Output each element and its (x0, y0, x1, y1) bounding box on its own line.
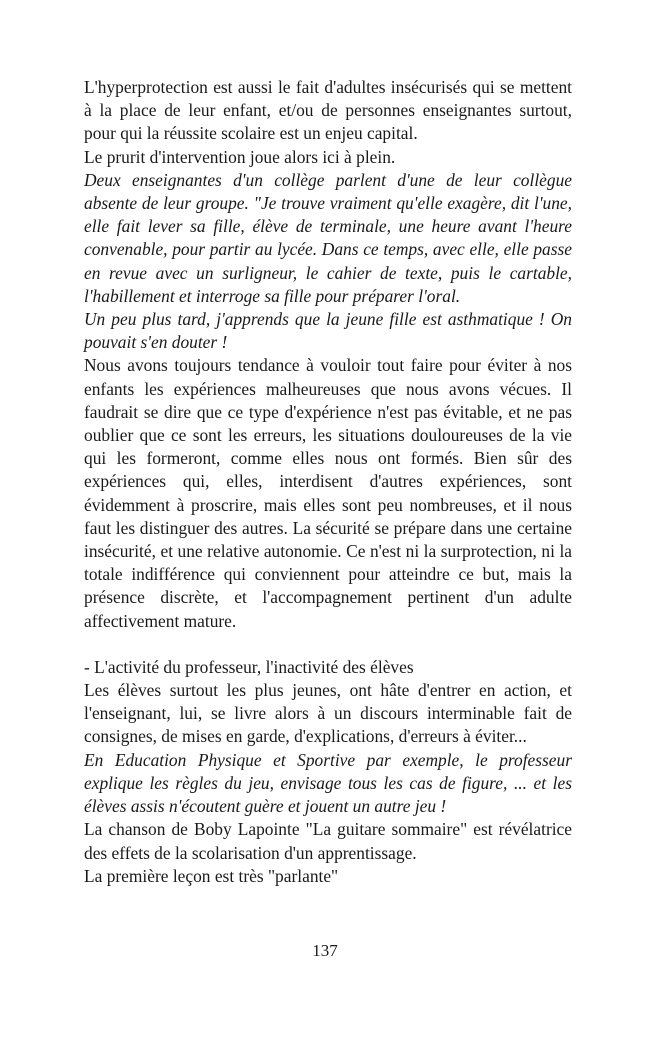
paragraph-prurit: Le prurit d'intervention joue alors ici à plein. (84, 146, 396, 167)
page-number: 137 (312, 941, 338, 960)
paragraph-chanson: La chanson de Boby Lapointe "La guitare sommaire" est révélatrice des effets de la scolarisation d'un apprentissage. (84, 819, 572, 863)
paragraph-hyperprotection: L'hyperprotection est aussi le fait d'adultes insécurisés qui se mettent à la place de leur enfant, et/ou de personnes enseignantes surtout, pour qui la réussite scolaire est un enjeu capital. (84, 77, 572, 144)
page-body (84, 76, 572, 888)
paragraph-experiences: Nous avons toujours tendance à vouloir tout faire pour éviter à nos enfants les expériences malheureuses que nous avons vécues. Il faudrait se dire que ce type d'expérience n'est pas évitable, et ne pas oublier que ce sont les erreurs, les situations douloureuses de la vie qui les formeront, comme elles nous ont formés. Bien sûr des expériences qui, elles, interdisent d'autres expériences, sont évidemment à proscrire, mais elles sont peu nombreuses, et il nous faut les distinguer des autres. La sécurité se prépare dans une certaine insécurité, et une relative autonomie. Ce n'est ni la surprotection, ni la totale indifférence qui conviennent pour atteindre ce but, mais la présence discrète, et l'accompagnement pertinent d'un adulte affectivement mature. (84, 355, 572, 631)
paragraph-example-enseignantes: Deux enseignantes d'un collège parlent d'une de leur collègue absente de leur groupe. "Je trouve vraiment qu'elle exagère, dit l'une, elle fait lever sa fille, élève de terminale, une heure avant l'heure convenable, pour partir au lycée. Dans ce temps, avec elle, elle passe en revue avec un surligneur, le cahier de texte, puis le cartable, l'habillement et interroge sa fille pour préparer l'oral. (84, 169, 572, 306)
section-heading-activite: - L'activité du professeur, l'inactivité des élèves (84, 656, 414, 677)
paragraph-example-eps: En Education Physique et Sportive par exemple, le professeur explique les règles du jeu, envisage tous les cas de figure, ... et les élèves assis n'écoutent guère et jouent un autre jeu ! (84, 749, 572, 817)
paragraph-premiere-lecon: La première leçon est très "parlante" (84, 865, 339, 886)
paragraph-eleves: Les élèves surtout les plus jeunes, ont hâte d'entrer en action, et l'enseignant, lui, se livre alors à un discours interminable fait de consignes, de mises en garde, d'explications, d'erreurs à éviter... (84, 680, 572, 747)
paragraph-example-asthmatique: Un peu plus tard, j'apprends que la jeune fille est asthmatique ! On pouvait s'en douter ! (84, 309, 572, 353)
